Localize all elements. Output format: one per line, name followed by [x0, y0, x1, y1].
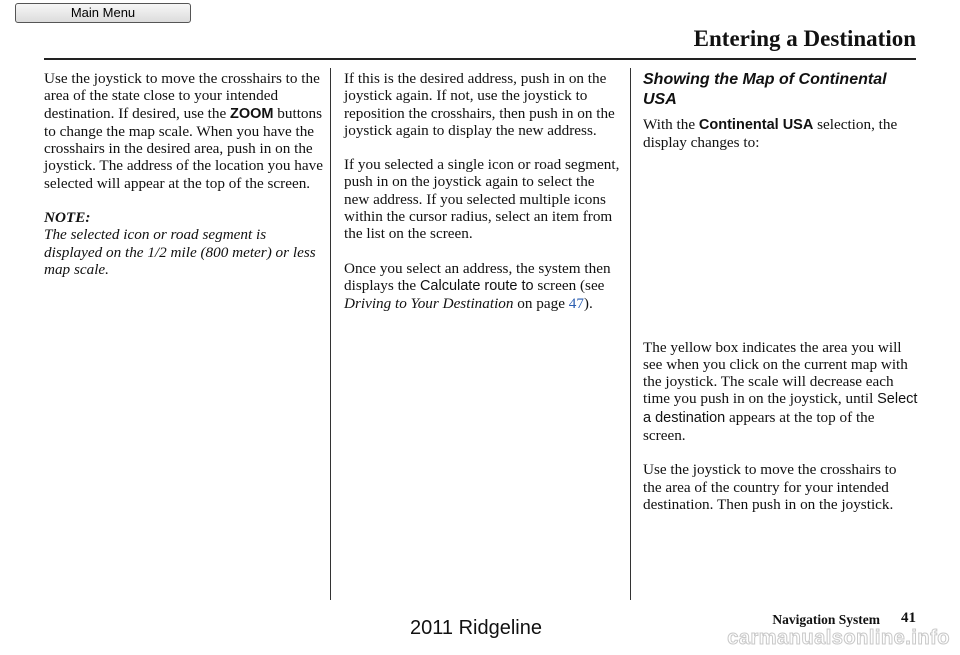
column-1: [44, 70, 324, 295]
column-divider-1: [330, 68, 331, 600]
note-text: The selected icon or road segment is displayed on the 1/2 mile (800 meter) or less map scale.: [44, 226, 316, 278]
title-rule: [44, 58, 916, 60]
footer-section-label: Navigation System: [772, 612, 880, 627]
page-link[interactable]: 47: [568, 295, 584, 313]
calculate-route-screen-name: Calculate route to: [419, 277, 534, 294]
column-divider-2: [630, 68, 631, 600]
column-3: [643, 70, 918, 530]
col3-paragraph-1: With the Continental USA selection, the display changes to:: [643, 116, 898, 152]
col3-paragraph-3: Use the joystick to move the crosshairs to the area of the country for your intended destination. Then push in on the joystick.: [643, 461, 897, 513]
note-label: NOTE:: [44, 209, 91, 227]
col1-paragraph-1: Use the joystick to move the crosshairs to the area of the state close to your intended destination. If desired, use the ZOOM buttons to change the map scale. When you have the crosshairs in the desired area, push in on the joystick. The address of the location you have selected will appear at the top of the screen.: [44, 70, 323, 192]
cross-reference: Driving to Your Destination: [344, 295, 514, 313]
page-title: Entering a Destination: [693, 26, 916, 51]
select-destination-screen-name: Select a destination: [643, 391, 918, 426]
col2-paragraph-2: If you selected a single icon or road segment, push in on the joystick again to select the new address. If you selected multiple icons within the cursor radius, select an item from the list on the screen.: [344, 156, 620, 243]
site-watermark: carmanualsonline.info: [727, 627, 950, 649]
col3-paragraph-2: The yellow box indicates the area you will see when you click on the current map with the joystick. The scale will decrease each time you push in on the joystick, until Select a destination appears at the top of the screen.: [643, 338, 918, 445]
column-2: [344, 70, 620, 330]
map-image-area: [643, 169, 918, 339]
col2-paragraph-3: Once you select an address, the system then displays the Calculate route to screen (see Driving to Your Destination on page 47).: [344, 259, 611, 313]
zoom-button-label: ZOOM: [230, 105, 274, 122]
footer-page-number: 41: [901, 610, 916, 626]
continental-usa-selection: Continental USA: [698, 117, 814, 133]
section-heading: Showing the Map of Continental USA: [643, 71, 887, 108]
col2-paragraph-1: If this is the desired address, push in on the joystick again. If not, use the joystick to reposition the crosshairs, then push in on the joystick again to display the new address.: [344, 70, 615, 139]
main-menu-button[interactable]: Main Menu: [15, 3, 191, 23]
model-watermark: 2011 Ridgeline: [410, 617, 542, 639]
